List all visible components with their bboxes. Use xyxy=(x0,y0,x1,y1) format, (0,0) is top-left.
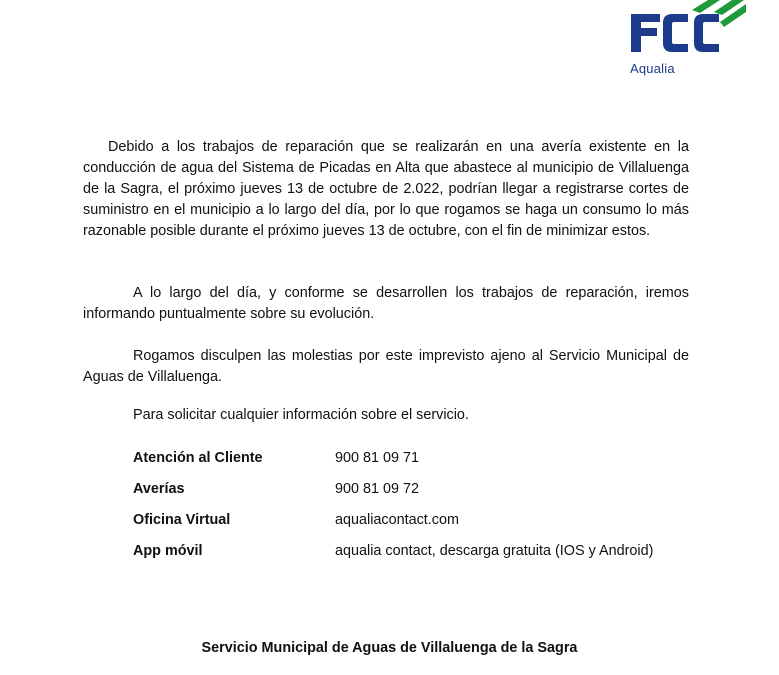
contact-value: 900 81 09 71 xyxy=(335,450,420,466)
contact-value: aqualia contact, descarga gratuita (IOS y Android) xyxy=(335,543,654,559)
notice-paragraph-2: A lo largo del día, y conforme se desarrollen los trabajos de reparación, iremos informando puntualmente sobre su evolución. xyxy=(83,285,689,322)
logo-subtitle: Aqualia xyxy=(630,61,675,76)
contact-value: 900 81 09 72 xyxy=(335,481,420,497)
notice-paragraph-1: Debido a los trabajos de reparación que se realizarán en una avería existente en la conducción de agua del Sistema de Picadas en Alta que abastece al municipio de Villaluenga de la Sagra, el próximo jueves 13 de octubre de 2.022, podrían llegar a registrarse cortes de suministro en el municipio a lo largo del día, por lo que rogamos se haga un consumo lo más razonable posible durante el próximo jueves 13 de octubre, con el fin de minimizar estos. xyxy=(83,139,689,239)
contact-label: Oficina Virtual xyxy=(133,512,231,528)
notice-paragraph-3: Rogamos disculpen las molestias por este imprevisto ajeno al Servicio Municipal de Aguas de Villaluenga. xyxy=(83,348,689,385)
info-request-line: Para solicitar cualquier información sobre el servicio. xyxy=(133,407,469,423)
contact-label: Averías xyxy=(133,481,185,497)
contact-label: App móvil xyxy=(133,543,203,559)
footer-signature: Servicio Municipal de Aguas de Villaluenga de la Sagra xyxy=(201,640,578,656)
contact-value: aqualiacontact.com xyxy=(335,512,459,528)
contact-label: Atención al Cliente xyxy=(133,450,263,466)
fcc-logo-icon xyxy=(628,0,748,60)
